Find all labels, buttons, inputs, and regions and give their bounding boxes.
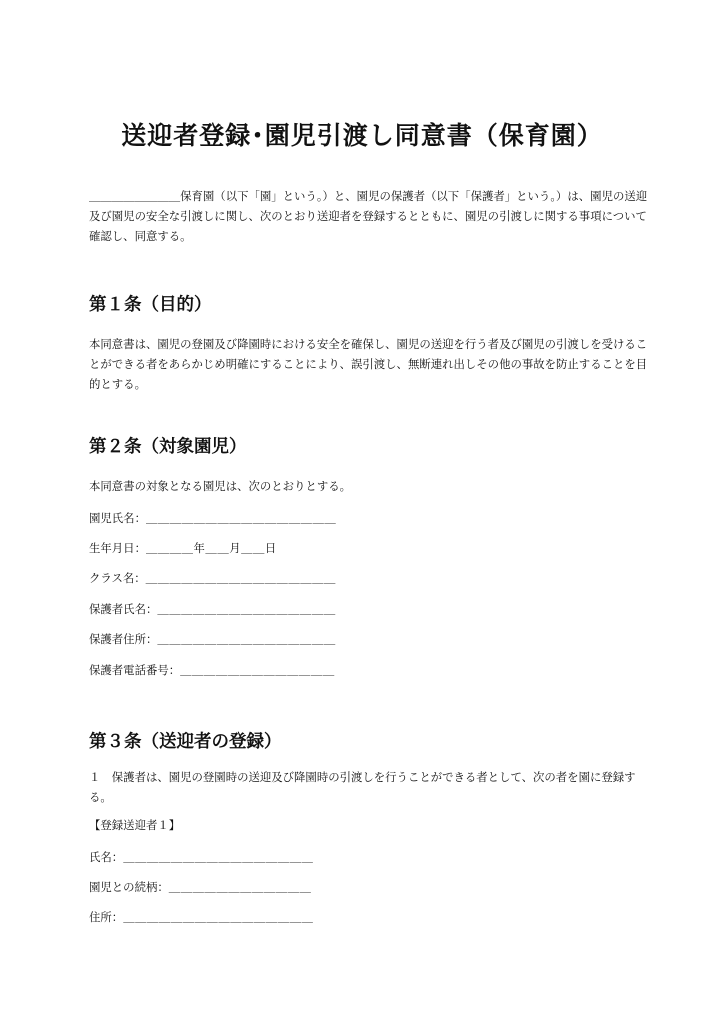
field-guardian-phone [89, 661, 335, 679]
field-label: 氏名： [89, 850, 124, 864]
intro-paragraph: ＿＿＿＿＿＿＿＿保育園（以下「園」という。）と、園児の保護者（以下「保護者」という。）は、園児の送迎及び園児の安全な引渡しに関し、次のとおり送迎者を登録するとともに、園児の引渡しに関する事項について確認し、同意する。 [89, 189, 648, 243]
blank-line: ＿＿＿＿＿＿＿＿＿＿＿＿＿＿＿ [157, 632, 336, 646]
field-label: クラス名： [89, 571, 146, 585]
blank-line: ＿＿＿＿＿＿＿＿＿＿＿＿＿＿＿＿ [123, 910, 314, 924]
field-label: 園児との続柄： [89, 880, 169, 894]
article2-heading: 第２条（対象園児） [89, 437, 247, 457]
blank-line: ＿＿＿＿年＿＿月＿＿日 [145, 541, 277, 555]
field-label: 園児氏名： [89, 511, 146, 525]
field-escort-relationship [89, 878, 311, 896]
field-child-name [89, 509, 336, 527]
field-class-name [89, 569, 336, 587]
field-label: 保護者住所： [89, 632, 158, 646]
registered-escort-1-heading: 【登録送迎者１】 [89, 818, 181, 832]
blank-line: ＿＿＿＿＿＿＿＿＿＿＿＿＿＿＿＿ [145, 511, 337, 525]
field-guardian-name [89, 600, 336, 618]
blank-line: ＿＿＿＿＿＿＿＿＿＿＿＿＿＿＿＿ [123, 850, 314, 864]
field-label: 生年月日： [89, 541, 146, 555]
field-guardian-address [89, 630, 336, 648]
blank-line: ＿＿＿＿＿＿＿＿＿＿＿＿＿ [180, 663, 335, 677]
article1-text: 本同意書は、園児の登園及び降園時における安全を確保し、園児の送迎を行う者及び園児の引渡しを受けることができる者をあらかじめ明確にすることにより、誤引渡し、無断連れ出しその他の事故を防止することを目的とする。 [89, 337, 648, 391]
field-escort-address [89, 908, 313, 926]
field-label: 保護者氏名： [89, 602, 158, 616]
blank-line: ＿＿＿＿＿＿＿＿＿＿＿＿＿＿＿＿ [145, 571, 336, 585]
article2-text: 本同意書の対象となる園児は、次のとおりとする。 [89, 479, 351, 493]
article1-heading: 第１条（目的） [89, 295, 212, 315]
field-label: 住所： [89, 910, 124, 924]
blank-line: ＿＿＿＿＿＿＿＿＿＿＿＿ [168, 880, 312, 894]
blank-line: ＿＿＿＿＿＿＿＿＿＿＿＿＿＿＿ [157, 602, 336, 616]
article3-heading: 第３条（送迎者の登録） [89, 732, 282, 752]
article3-text: １ 保護者は、園児の登園時の送迎及び降園時の引渡しを行うことができる者として、次の者を園に登録する。 [89, 770, 636, 804]
field-birthdate [89, 539, 277, 557]
field-escort-name [89, 848, 313, 866]
document-title: 送迎者登録･園児引渡し同意書（保育園） [121, 121, 603, 150]
field-label: 保護者電話番号： [89, 663, 181, 677]
